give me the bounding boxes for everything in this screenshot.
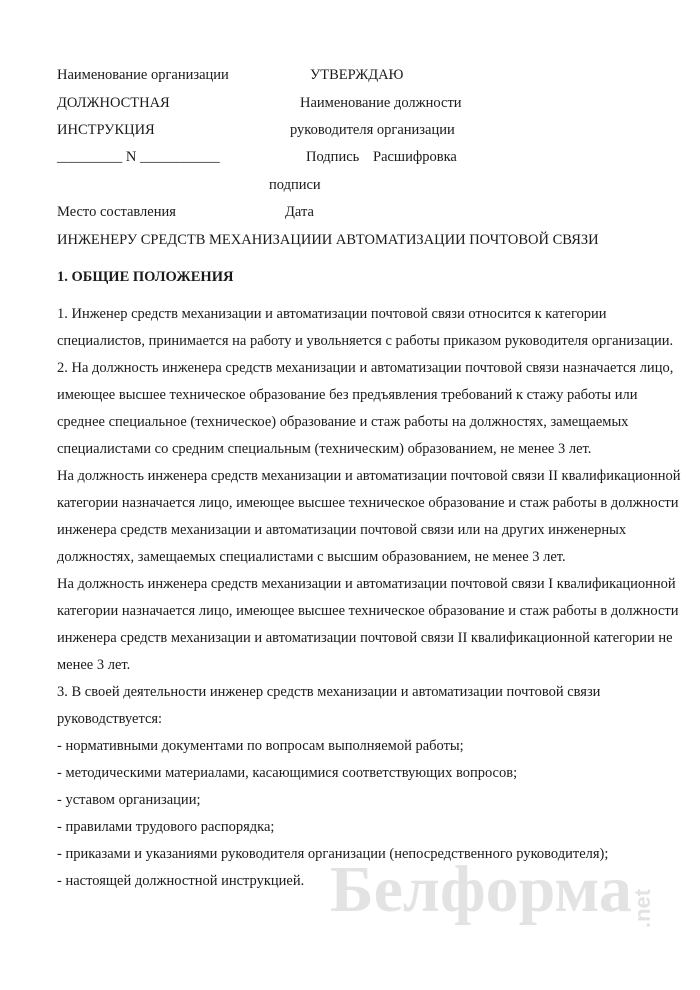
body-line: инженера средств механизации и автоматизации почтовой связи II квалификационной категории не xyxy=(57,630,673,646)
body-line: категории назначается лицо, имеющее высшее техническое образование и стаж работы в должности xyxy=(57,495,679,511)
doc-type-line1: ДОЛЖНОСТНАЯ xyxy=(57,95,170,111)
date-label: Дата xyxy=(285,204,314,220)
body-line: среднее специальное (техническое) образование и стаж работы на должностях, замещаемых xyxy=(57,414,629,430)
body-line: инженера средств механизации и автоматизации почтовой связи или на других инженерных xyxy=(57,522,627,538)
signature-decode-label-line2: подписи xyxy=(269,177,321,193)
body-line: должностях, замещаемых специалистами с высшим образованием, не менее 3 лет. xyxy=(57,549,566,565)
body-line: 3. В своей деятельности инженер средств механизации и автоматизации почтовой связи xyxy=(57,684,601,700)
body-line: менее 3 лет. xyxy=(57,657,131,673)
doc-type-line2: ИНСТРУКЦИЯ xyxy=(57,122,155,138)
body-line: специалистов, принимается на работу и увольняется с работы приказом руководителя организации. xyxy=(57,333,674,349)
org-name: Наименование организации xyxy=(57,67,229,83)
head-position-line2: руководителя организации xyxy=(290,122,455,138)
body-line: - приказами и указаниями руководителя организации (непосредственного руководителя); xyxy=(57,846,609,862)
watermark-text: Белформа xyxy=(330,853,632,926)
body-line: - настоящей должностной инструкцией. xyxy=(57,873,305,889)
body-line: специалистами со средним специальным (техническим) образованием, не менее 3 лет. xyxy=(57,441,592,457)
signature-decode-label: Расшифровка xyxy=(373,149,457,165)
signature-label: Подпись xyxy=(306,149,360,165)
place-label: Место составления xyxy=(57,204,176,220)
watermark-suffix: .net xyxy=(630,888,655,928)
section-heading: 1. ОБЩИЕ ПОЛОЖЕНИЯ xyxy=(57,269,234,285)
body-line: - нормативными документами по вопросам выполняемой работы; xyxy=(57,738,464,754)
body-line: категории назначается лицо, имеющее высшее техническое образование и стаж работы в должности xyxy=(57,603,679,619)
body-line: 2. На должность инженера средств механизации и автоматизации почтовой связи назначается лицо, xyxy=(57,360,674,376)
document-title: ИНЖЕНЕРУ СРЕДСТВ МЕХАНИЗАЦИИИ АВТОМАТИЗАЦИИ ПОЧТОВОЙ СВЯЗИ xyxy=(57,232,599,248)
body-line: - методическими материалами, касающимися соответствующих вопросов; xyxy=(57,765,518,781)
approve-label: УТВЕРЖДАЮ xyxy=(310,67,404,83)
body-line: На должность инженера средств механизации и автоматизации почтовой связи II квалификационной xyxy=(57,468,681,484)
body-line: 1. Инженер средств механизации и автоматизации почтовой связи относится к категории xyxy=(57,306,607,322)
body-line: - правилами трудового распорядка; xyxy=(57,819,275,835)
head-position-line1: Наименование должности xyxy=(300,95,462,111)
body-line: имеющее высшее техническое образование без предъявления требований к стажу работы или xyxy=(57,387,638,403)
watermark xyxy=(330,850,670,940)
document-number-line: _________ N ___________ xyxy=(57,149,220,165)
body-line: руководствуется: xyxy=(57,711,163,727)
body-line: - уставом организации; xyxy=(57,792,201,808)
body-line: На должность инженера средств механизации и автоматизации почтовой связи I квалификационной xyxy=(57,576,676,592)
